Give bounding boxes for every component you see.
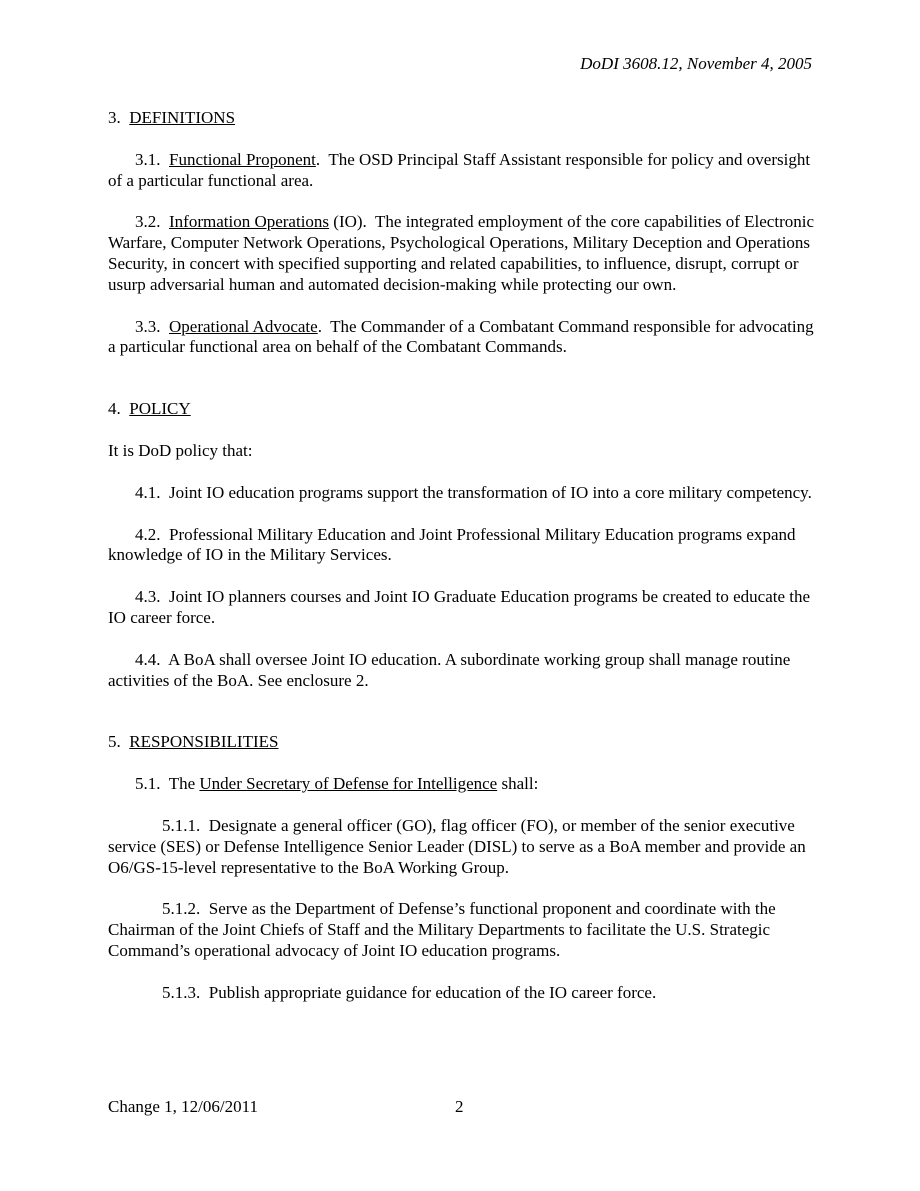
paragraph-number: 5.1.: [135, 774, 161, 794]
section-heading-policy: [108, 399, 818, 420]
responsibility-5-1-1: [108, 816, 818, 878]
paragraph-number: 3.3.: [135, 316, 161, 336]
paragraph-number: 3.2.: [135, 212, 161, 232]
section-number: 4.: [108, 399, 121, 419]
section-number: 5.: [108, 732, 121, 752]
paragraph-text: Publish appropriate guidance for education of the IO career force.: [208, 982, 657, 1002]
paragraph-text: Designate a general officer (GO), flag officer (FO), or member of the senior executive service (SES) or Defense Intelligence Senior Leader (DISL) to serve as a BoA member and provide an O6/GS-15-level representative to the BoA Working Group.: [108, 815, 806, 877]
section-number: 3.: [108, 108, 121, 127]
paragraph-number: 5.1.1.: [162, 815, 201, 835]
responsibility-5-1-3: [108, 983, 818, 1004]
paragraph-text: Joint IO education programs support the transformation of IO into a core military competency.: [169, 482, 812, 502]
policy-4-1: [108, 483, 818, 504]
paragraph-number: 3.1.: [135, 149, 161, 169]
paragraph-number: 4.3.: [135, 587, 161, 607]
term-suffix: (IO).: [329, 212, 367, 232]
defined-term: Operational Advocate: [169, 316, 318, 336]
paragraph-text: A BoA shall oversee Joint IO education. A subordinate working group shall manage routine activities of the BoA. See enclosure 2.: [108, 649, 791, 690]
defined-term: Functional Proponent: [169, 149, 316, 169]
section-title: POLICY: [129, 399, 191, 419]
paragraph-text: The OSD Principal Staff Assistant responsible for policy and oversight of a particular functional area.: [108, 149, 811, 190]
definition-3-2: [108, 212, 818, 295]
document-body: [108, 108, 818, 1004]
definition-3-3: [108, 317, 818, 359]
paragraph-text: The Commander of a Combatant Command responsible for advocating a particular functional area on behalf of the Combatant Commands.: [108, 316, 814, 357]
paragraph-text-post: shall:: [497, 774, 539, 794]
paragraph-number: 4.2.: [135, 524, 161, 544]
responsibility-5-1: [108, 774, 818, 795]
paragraph-text-pre: The: [168, 774, 200, 794]
paragraph-number: 5.1.3.: [162, 982, 201, 1002]
paragraph-text: Serve as the Department of Defense’s functional proponent and coordinate with the Chairman of the Joint Chiefs of Staff and the Military Departments to facilitate the U.S. Strategic Command’s operational advocacy of Joint IO education programs.: [108, 899, 776, 960]
official-title: Under Secretary of Defense for Intelligence: [199, 774, 498, 794]
paragraph-text: The integrated employment of the core capabilities of Electronic Warfare, Computer Network Operations, Psychological Operations, Military Deception and Operations Security, in concert with specified supporting and related capabilities, to influence, disrupt, corrupt or usurp adversarial human and automated decision-making while protecting our own.: [108, 212, 815, 294]
change-notice: Change 1, 12/06/2011: [108, 1097, 258, 1116]
paragraph-number: 5.1.2.: [162, 899, 201, 919]
paragraph-number: 4.1.: [135, 482, 161, 502]
definition-3-1: [108, 150, 818, 192]
policy-4-3: [108, 587, 818, 629]
policy-intro: It is DoD policy that:: [108, 440, 253, 460]
term-suffix: .: [317, 316, 322, 336]
term-suffix: .: [315, 149, 321, 169]
paragraph-text: Professional Military Education and Joint Professional Military Education programs expand knowledge of IO in the Military Services.: [108, 524, 796, 565]
document-header: DoDI 3608.12, November 4, 2005: [580, 54, 812, 73]
section-title: DEFINITIONS: [129, 108, 236, 127]
section-title: RESPONSIBILITIES: [129, 732, 279, 752]
section-heading-definitions: [108, 108, 818, 129]
defined-term: Information Operations: [169, 212, 330, 232]
page-number: 2: [455, 1097, 464, 1116]
paragraph-text: Joint IO planners courses and Joint IO Graduate Education programs be created to educate the IO career force.: [108, 587, 811, 627]
policy-4-2: [108, 525, 818, 567]
policy-4-4: [108, 650, 818, 692]
responsibility-5-1-2: [108, 899, 818, 961]
section-heading-responsibilities: [108, 732, 818, 753]
paragraph-number: 4.4.: [135, 649, 161, 669]
